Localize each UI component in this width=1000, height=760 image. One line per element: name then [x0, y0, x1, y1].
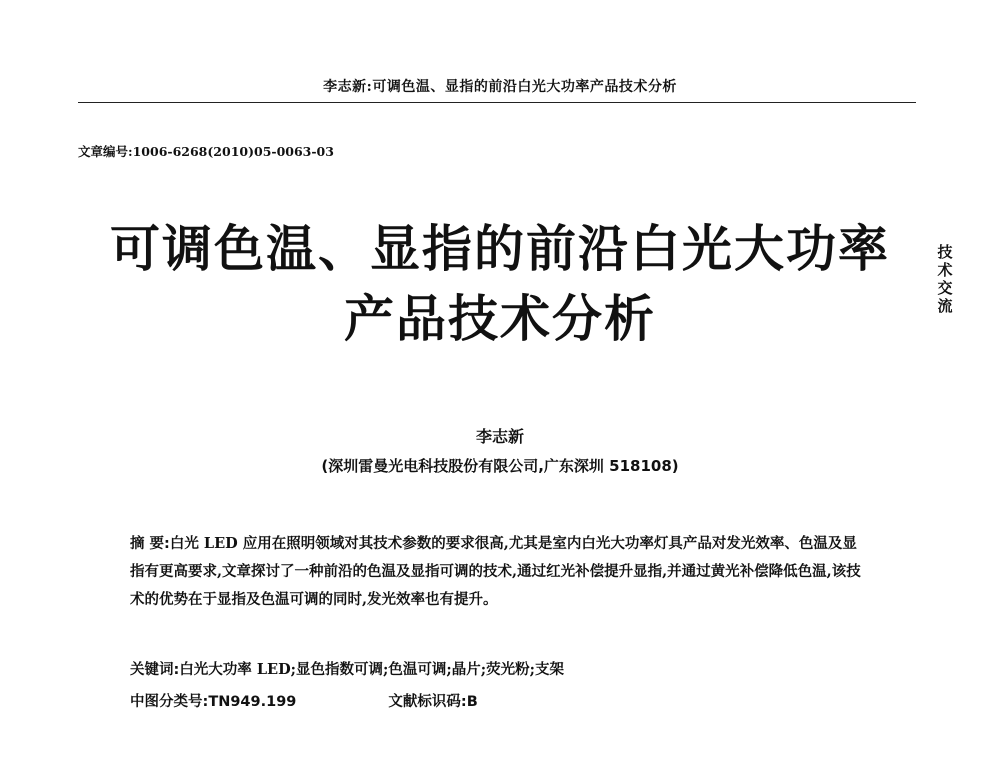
abstract — [130, 530, 870, 614]
side-label-char: 技 — [937, 243, 953, 261]
keywords-label: 关键词: — [130, 662, 180, 678]
header-rule — [78, 102, 916, 103]
abstract-label: 摘 要: — [130, 536, 170, 552]
article-title — [0, 214, 1000, 354]
side-label-char: 术 — [937, 261, 953, 279]
doc-code-value: B — [466, 694, 478, 710]
keywords — [130, 658, 870, 679]
author-affiliation: (深圳雷曼光电科技股份有限公司,广东深圳 518108) — [321, 457, 679, 475]
article-number: 文章编号:1006-6268(2010)05-0063-03 — [78, 144, 334, 159]
running-head: 李志新:可调色温、显指的前沿白光大功率产品技术分析 — [323, 79, 677, 95]
clc-label: 中图分类号: — [130, 694, 209, 710]
title-line-1: 可调色温、显指的前沿白光大功率 — [110, 220, 890, 278]
keywords-text: 白光大功率 LED;显色指数可调;色温可调;晶片;荧光粉;支架 — [179, 661, 564, 678]
abstract-text: 白光 LED 应用在照明领域对其技术参数的要求很高,尤其是室内白光大功率灯具产品对发光效率、色温及显指有更高要求,文章探讨了一种前沿的色温及显指可调的技术,通过红光补偿提升显指,并通过黄光补偿降低色温,该技术的优势在于显指及色温可调的同时,发光效率也有提升。 — [130, 535, 861, 608]
classification-line — [130, 690, 478, 711]
title-line-2: 产品技术分析 — [344, 290, 656, 348]
side-label-char: 流 — [937, 297, 953, 315]
doc-code-label: 文献标识码: — [388, 694, 467, 710]
clc-value: TN949.199 — [208, 694, 297, 710]
section-side-label — [934, 243, 956, 315]
side-label-char: 交 — [937, 279, 953, 297]
author-name: 李志新 — [475, 427, 524, 446]
